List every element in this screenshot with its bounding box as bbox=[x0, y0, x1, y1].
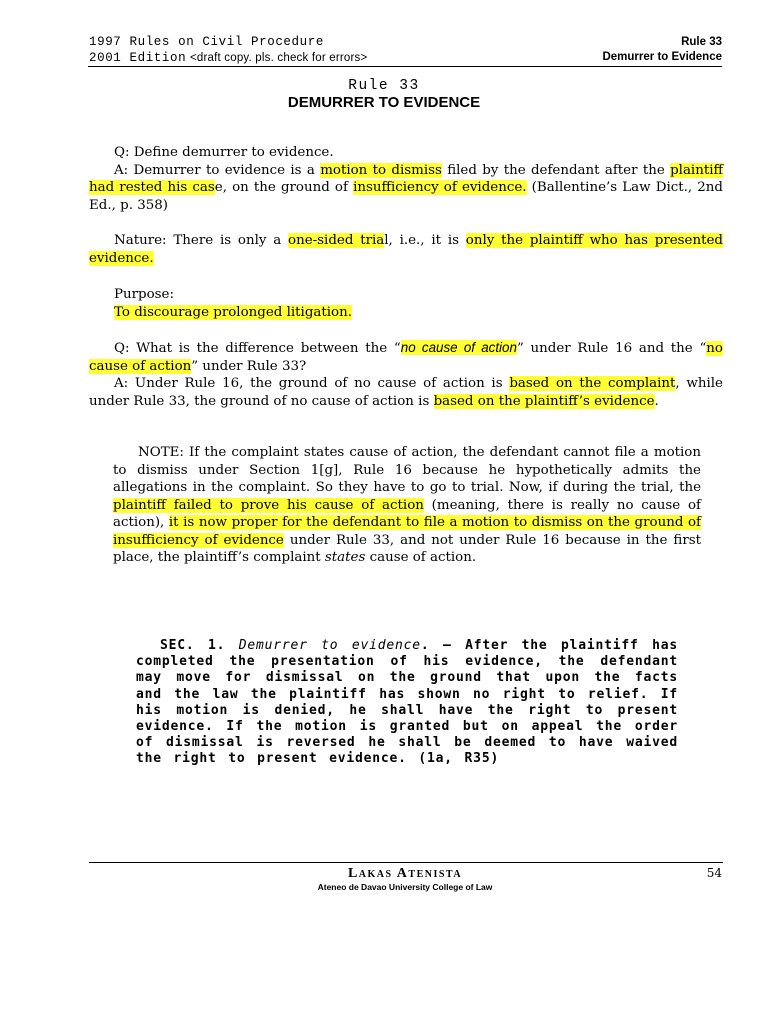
section-number: SEC. 1. bbox=[160, 638, 226, 653]
highlight-motion-to-dismiss: motion to dismiss bbox=[320, 162, 442, 178]
highlight-no-cause: no cause of action bbox=[89, 341, 723, 374]
question-define: Q: Define demurrer to evidence. bbox=[114, 145, 334, 160]
footer-title: Lakas Atenista bbox=[347, 866, 463, 881]
highlight-failed-to-prove: plaintiff failed to prove his cause of action bbox=[113, 497, 424, 513]
italic-states: states bbox=[324, 550, 366, 565]
page-number: 54 bbox=[706, 866, 722, 880]
answer-difference: A: Under Rule 16, the ground of no cause of action is based on the complaint, while under Rule 33, the ground of no cause of action is based on the plaintiff’s evidence. bbox=[89, 376, 723, 409]
highlight-proper-to-file: it is now proper for the defendant to file a motion to dismiss on the ground of insufficiency of evidence bbox=[113, 515, 701, 548]
section-title: Demurrer to evidence bbox=[238, 638, 421, 653]
highlight-only-plaintiff: only the plaintiff who has presented evidence. bbox=[89, 233, 723, 266]
header-divider bbox=[88, 66, 722, 67]
footer-divider bbox=[89, 862, 723, 863]
nature-paragraph: Nature: There is only a one-sided trial, i.e., it is only the plaintiff who has presented evidence. bbox=[89, 233, 723, 266]
header-edition: 2001 Edition bbox=[89, 51, 187, 65]
purpose-text bbox=[89, 304, 723, 322]
highlight-based-on-evidence: based on the plaintiff’s evidence bbox=[433, 393, 655, 409]
highlight-based-on-complaint: based on the complaint bbox=[509, 376, 676, 391]
header-book-title: 1997 Rules on Civil Procedure bbox=[89, 35, 324, 49]
highlight-no-cause-italic: no cause of action bbox=[400, 340, 517, 355]
running-header-left bbox=[89, 35, 367, 66]
qa-difference bbox=[89, 339, 723, 410]
rule-number: Rule 33 bbox=[348, 78, 420, 94]
header-rule-number: Rule 33 bbox=[681, 36, 722, 48]
highlight-insufficiency: insufficiency of evidence. bbox=[353, 180, 527, 195]
highlight-purpose: To discourage prolonged litigation. bbox=[114, 304, 352, 320]
question-difference: Q: What is the difference between the “no cause of action” under Rule 16 and the “no cause of action” under Rule 33? bbox=[89, 340, 723, 374]
purpose-paragraph bbox=[89, 286, 723, 321]
highlight-one-sided-trial: one-sided tria bbox=[288, 233, 385, 248]
header-draft-note: <draft copy. pls. check for errors> bbox=[189, 52, 368, 64]
highlight-plaintiff-rested: plaintiff had rested his cas bbox=[89, 162, 724, 195]
answer-define: A: Demurrer to evidence is a motion to dismiss filed by the defendant after the plaintiff had rested his case, on the ground of insufficiency of evidence. (Ballentine’s Law Dict., 2nd Ed., p. 358) bbox=[89, 162, 724, 213]
header-edition-line bbox=[89, 50, 367, 66]
running-header-right bbox=[602, 35, 722, 65]
purpose-label: Purpose: bbox=[114, 287, 174, 302]
footer-subtitle: Ateneo de Davao University College of Law bbox=[317, 882, 493, 892]
section-1-text bbox=[136, 638, 678, 768]
header-rule-title: Demurrer to Evidence bbox=[602, 51, 722, 63]
rule-heading: DEMURRER TO EVIDENCE bbox=[287, 94, 481, 111]
qa-definition bbox=[89, 144, 723, 214]
note-paragraph: NOTE: If the complaint states cause of action, the defendant cannot file a motion to dismiss under Section 1[g], Rule 16 because he hypothetically admits the allegations in the complaint. So they have to go to trial. Now, if during the trial, the plaintiff failed to prove his cause of action (meaning, there is really no cause of action), it is now proper for the defendant to file a motion to dismiss on the ground of insufficiency of evidence under Rule 33, and not under Rule 16 because in the first place, the plaintiff’s complaint states cause of action. bbox=[113, 445, 701, 565]
section-body: . – After the plaintiff has completed the presentation of his evidence, the defendant may move for dismissal on the ground that upon the facts and the law the plaintiff has shown no right to relief. If his motion is denied, he shall have the right to present evidence. If the motion is granted but on appeal the order of dismissal is reversed he shall be deemed to have waived the right to present evidence. (1a, R35) bbox=[136, 638, 678, 767]
